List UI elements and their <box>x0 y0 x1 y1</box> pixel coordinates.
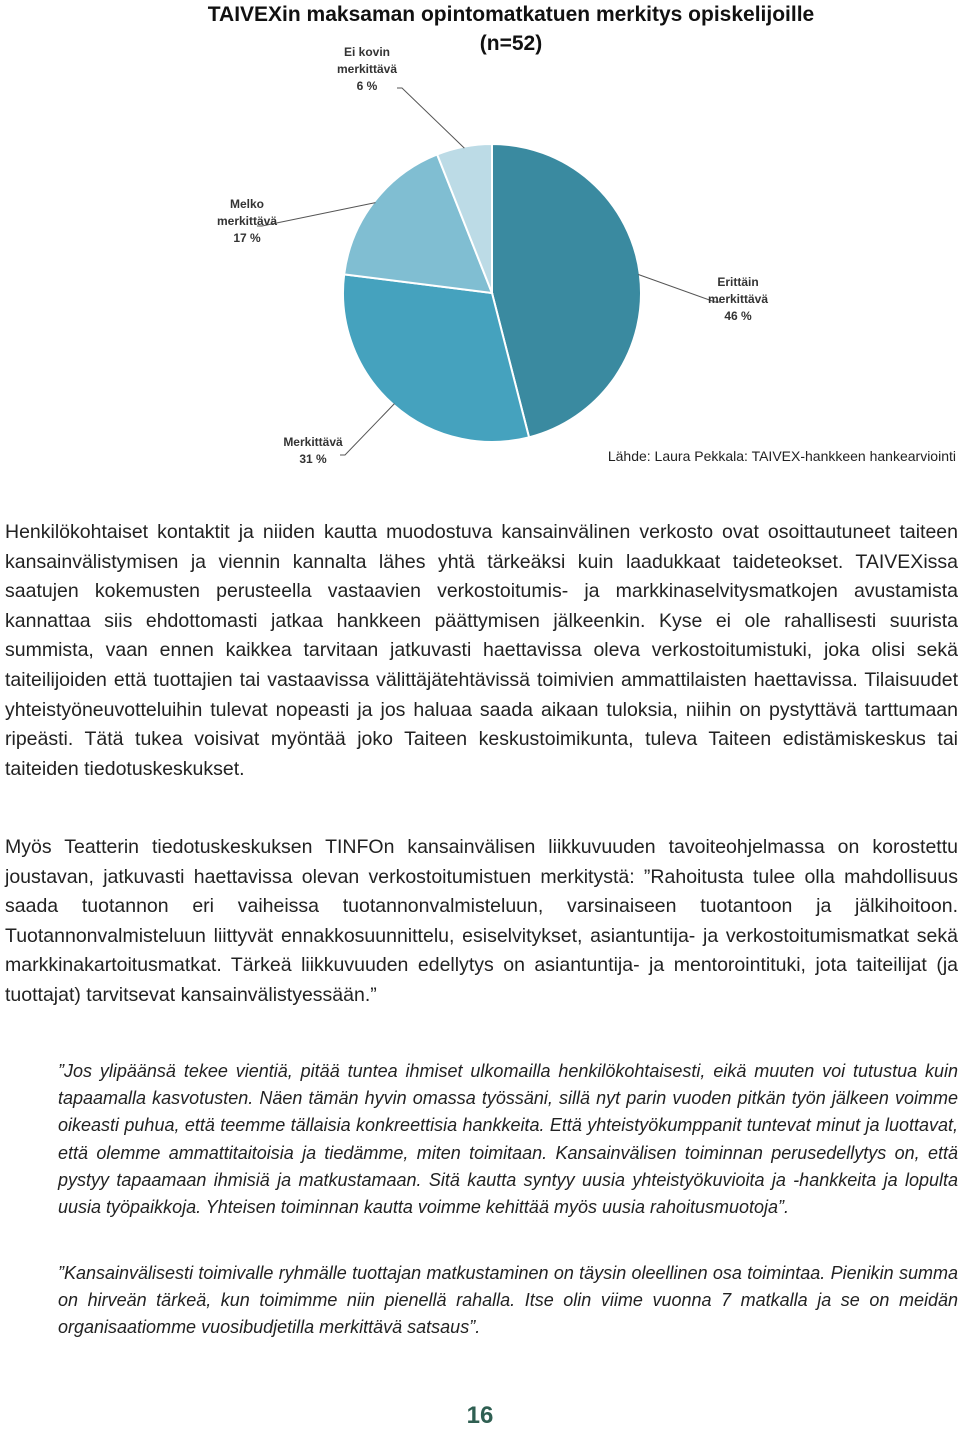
slice-label-4: merkittävä <box>336 62 398 76</box>
quote-2: ”Kansainvälisesti toimivalle ryhmälle tuottajan matkustaminen on täysin oleellinen osa toimintaa. Pienikin summa on hirveän tärkeä, kun toimimme niin pienellä rahalla. Itse olin viime vuonna 7 matkalla ja se on meidän organisaatiomme vuosibudjetilla merkittävä satsaus”. <box>58 1263 958 1338</box>
slice-value-label-1: 46 % <box>724 309 752 323</box>
chart-title: TAIVEXin maksaman opintomatkatuen merkitys opiskelijoille <box>207 3 815 26</box>
chart-source: Lähde: Laura Pekkala: TAIVEX-hankkeen hankearviointi <box>607 448 956 464</box>
leader-line-2 <box>340 404 394 455</box>
slice-label-1: Erittäin <box>717 275 759 289</box>
slice-value-label-2: 31 % <box>299 452 327 466</box>
leader-line-4 <box>397 88 464 148</box>
slice-value-label-4: 6 % <box>356 79 378 93</box>
slice-label-4: Ei kovin <box>343 45 391 59</box>
quote-1: ”Jos ylipäänsä tekee vientiä, pitää tuntea ihmiset ulkomailla henkilökohtaisesti, eikä muuten voi tutustua kuin tapaamalla kasvotusten. Näen tämän hyvin omassa työssäni, sillä nyt parin vuoden pitkän työn jälkeen voimme oikeasti puhua, että teemme tällaisia konkreettisia hankkeita. Että yhteistyökumppanit tuntevat minut ja luottavat, että olemme ammattitaitoisia ja tiedämme, miten toimitaan. Kansainvälisen toiminnan perusedellytys on, että pystyy tapaamaan ihmisiä ja matkustamaan. Sitä kautta syntyy uusia yhteistyökuvioita ja -hankkeita ja lopulta uusia työpaikkoja. Yhteisen toiminnan kautta voimme kehittää myös uusia rahoitusmuotoja”. <box>58 1061 958 1218</box>
slice-value-label-3: 17 % <box>233 231 261 245</box>
slice-label-1: merkittävä <box>707 292 769 306</box>
slice-label-3: Melko <box>229 197 265 211</box>
pie-chart <box>0 0 960 490</box>
slice-label-2: Merkittävä <box>283 435 343 449</box>
body-paragraph-1: Henkilökohtaiset kontaktit ja niiden kautta muodostuva kansainvälinen verkosto ovat osoittautuneet taiteen kansainvälistymisen ja viennin kannalta lähes yhtä tärkeäksi kuin laadukkaat taideteokset. TAIVEXissa saatujen kokemusten perusteella vastaavien verkostoitumis- ja markkinaselvitysmatkojen avustamista kannattaa siis ehdottomasti jatkaa hankkeen päättymisen jälkeenkin. Kyse ei ole rahallisesti suurista summista, vaan ennen kaikkea tarvitaan jatkuvasti haettavissa oleva verkostoitumistuki, joka olisi sekä taiteilijoiden että tuottajien tai vastaavissa välittäjätehtävissä toimivien ammattilaisten haettavissa. Tilaisuudet yhteistyöneuvotteluihin tulevat nopeasti ja jos haluaa saada aikaan tuloksia, niihin on pystyttävä tarttumaan ripeästi. Tätä tukea voisivat myöntää joko Taiteen keskustoimikunta, tuleva Taiteen edistämiskeskus tai taiteiden tiedotuskeskukset. <box>5 521 958 780</box>
page-number: 16 <box>466 1402 494 1429</box>
body-paragraph-2: Myös Teatterin tiedotuskeskuksen TINFOn kansainvälisen liikkuvuuden tavoiteohjelmassa on korostettu joustavan, jatkuvasti haettavissa olevan verkostoitumistuen merkitystä: ”Rahoitusta tulee olla mahdollisuus saada tuotannon eri vaiheissa tuotannonvalmisteluun, varsinaiseen tuotantoon ja jälkihoitoon. Tuotannonvalmisteluun liittyvät ennakkosuunnittelu, esiselvitykset, asiantuntija- ja verkostoitumismatkat sekä markkinakartoitusmatkat. Tärkeä liikkuvuuden edellytys on asiantuntija- ja mentorointituki, jota taiteilijat (ja tuottajat) tarvitsevat kansainvälistyessään.” <box>5 836 958 1006</box>
slice-label-3: merkittävä <box>216 214 278 228</box>
chart-subtitle: (n=52) <box>479 32 543 55</box>
